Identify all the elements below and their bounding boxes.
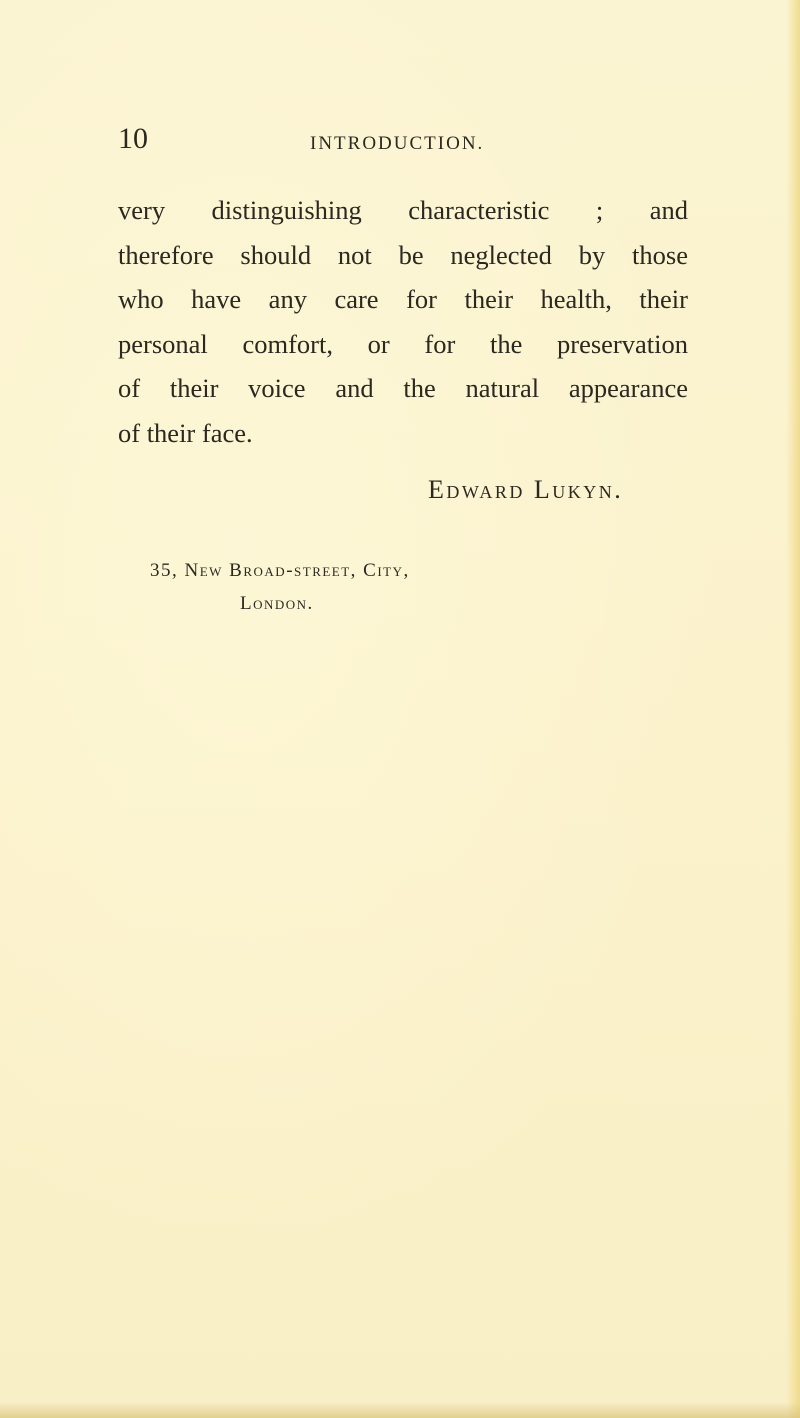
page-number: 10	[118, 122, 148, 155]
page-edge-bottom	[0, 1402, 800, 1418]
address-line-1: 35, New Broad-street, City,	[150, 560, 410, 581]
body-line: therefore should not be neglected by those	[118, 239, 688, 270]
body-line: of their voice and the natural appearance	[118, 373, 688, 403]
body-line: of their face.	[118, 417, 253, 448]
page-edge-right	[786, 0, 800, 1418]
body-line: who have any care for their health, their	[118, 284, 688, 314]
running-head: INTRODUCTION.	[310, 133, 485, 154]
address-line-2: London.	[240, 593, 314, 614]
body-line: very distinguishing characteristic ; and	[118, 195, 688, 225]
body-paragraph	[118, 188, 688, 455]
author-signature: Edward Lukyn.	[428, 475, 624, 504]
body-line: personal comfort, or for the preservation	[118, 328, 688, 359]
